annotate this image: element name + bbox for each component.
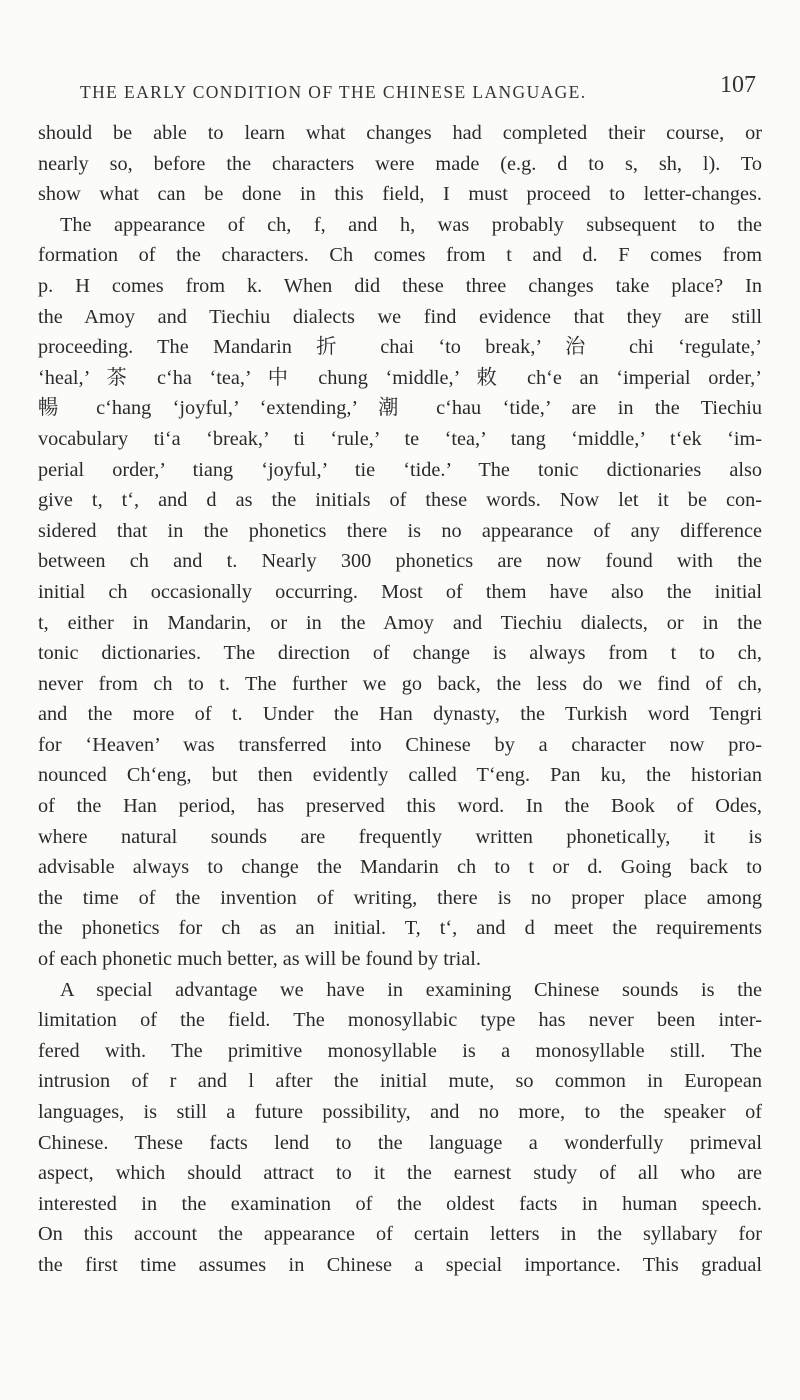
text-line: between ch and t. Nearly 300 phonetics are now found with the [38, 550, 762, 573]
text-line: proceeding. The Mandarin 折 chai ‘to break,’ 治 chi ‘regulate,’ [38, 336, 762, 359]
text-line: for ‘Heaven’ was transferred into Chinese by a character now pro- [38, 733, 762, 756]
text-line: where natural sounds are frequently written phonetically, it is [38, 825, 762, 848]
text-line: limitation of the field. The monosyllabic type has never been inter- [38, 1009, 762, 1032]
text-line: the Amoy and Tiechiu dialects we find evidence that they are still [38, 305, 762, 328]
text-line: languages, is still a future possibility, and no more, to the speaker of [38, 1101, 762, 1123]
text-line: tonic dictionaries. The direction of change is always from t to ch, [38, 642, 762, 665]
text-line: t, either in Mandarin, or in the Amoy and Tiechiu dialects, or in the [38, 611, 762, 634]
text-line: advisable always to change the Mandarin ch to t or d. Going back to [38, 856, 762, 879]
text-line: intrusion of r and l after the initial mute, so common in European [38, 1070, 762, 1093]
text-line: perial order,’ tiang ‘joyful,’ tie ‘tide.’ The tonic dictionaries also [38, 458, 762, 481]
text-line: of each phonetic much better, as will be found by trial. [38, 948, 481, 971]
text-line: the time of the invention of writing, there is no proper place among [38, 886, 762, 909]
text-line: 暢 c‘hang ‘joyful,’ ‘extending,’ 潮 c‘hau ‘tide,’ are in the Tiechiu [38, 397, 762, 420]
text-line: never from ch to t. The further we go back, the less do we find of ch, [38, 672, 762, 695]
text-line: interested in the examination of the oldest facts in human speech. [38, 1192, 762, 1215]
text-line: The appearance of ch, f, and h, was probably subsequent to the [60, 213, 762, 236]
text-line: the first time assumes in Chinese a special importance. This gradual [38, 1253, 762, 1276]
text-line: ‘heal,’ 茶 c‘ha ‘tea,’ 中 chung ‘middle,’ 敕 ch‘e an ‘imperial order,’ [38, 366, 762, 389]
text-line: the phonetics for ch as an initial. T, t‘, and d meet the requirements [38, 917, 762, 940]
text-line: should be able to learn what changes had completed their course, or [38, 122, 762, 144]
text-line: p. H comes from k. When did these three changes take place? In [38, 274, 762, 297]
running-head-title: THE EARLY CONDITION OF THE CHINESE LANGUAGE. [80, 82, 587, 102]
running-head [60, 62, 770, 102]
text-line: give t, t‘, and d as the initials of these words. Now let it be con- [38, 489, 762, 512]
text-line: aspect, which should attract to it the earnest study of all who are [38, 1162, 762, 1185]
text-line: vocabulary ti‘a ‘break,’ ti ‘rule,’ te ‘tea,’ tang ‘middle,’ t‘ek ‘im- [38, 427, 762, 450]
text-line: formation of the characters. Ch comes from t and d. F comes from [38, 244, 762, 267]
text-line: and the more of t. Under the Han dynasty, the Turkish word Tengri [38, 703, 762, 726]
text-line: Chinese. These facts lend to the language a wonderfully primeval [38, 1131, 762, 1154]
text-line: nearly so, before the characters were made (e.g. d to s, sh, l). To [38, 152, 762, 175]
text-line: On this account the appearance of certain letters in the syllabary for [38, 1223, 762, 1246]
text-line: of the Han period, has preserved this word. In the Book of Odes, [38, 795, 762, 818]
text-line: nounced Ch‘eng, but then evidently called T‘eng. Pan ku, the historian [38, 764, 762, 787]
text-line: initial ch occasionally occurring. Most of them have also the initial [38, 580, 762, 603]
body-text [38, 118, 762, 1281]
text-line: show what can be done in this field, I must proceed to letter-changes. [38, 183, 762, 206]
text-line: sidered that in the phonetics there is no appearance of any difference [38, 519, 762, 542]
text-line: A special advantage we have in examining Chinese sounds is the [60, 978, 762, 1001]
page-number: 107 [720, 72, 756, 98]
text-line: fered with. The primitive monosyllable is a monosyllable still. The [38, 1039, 762, 1062]
